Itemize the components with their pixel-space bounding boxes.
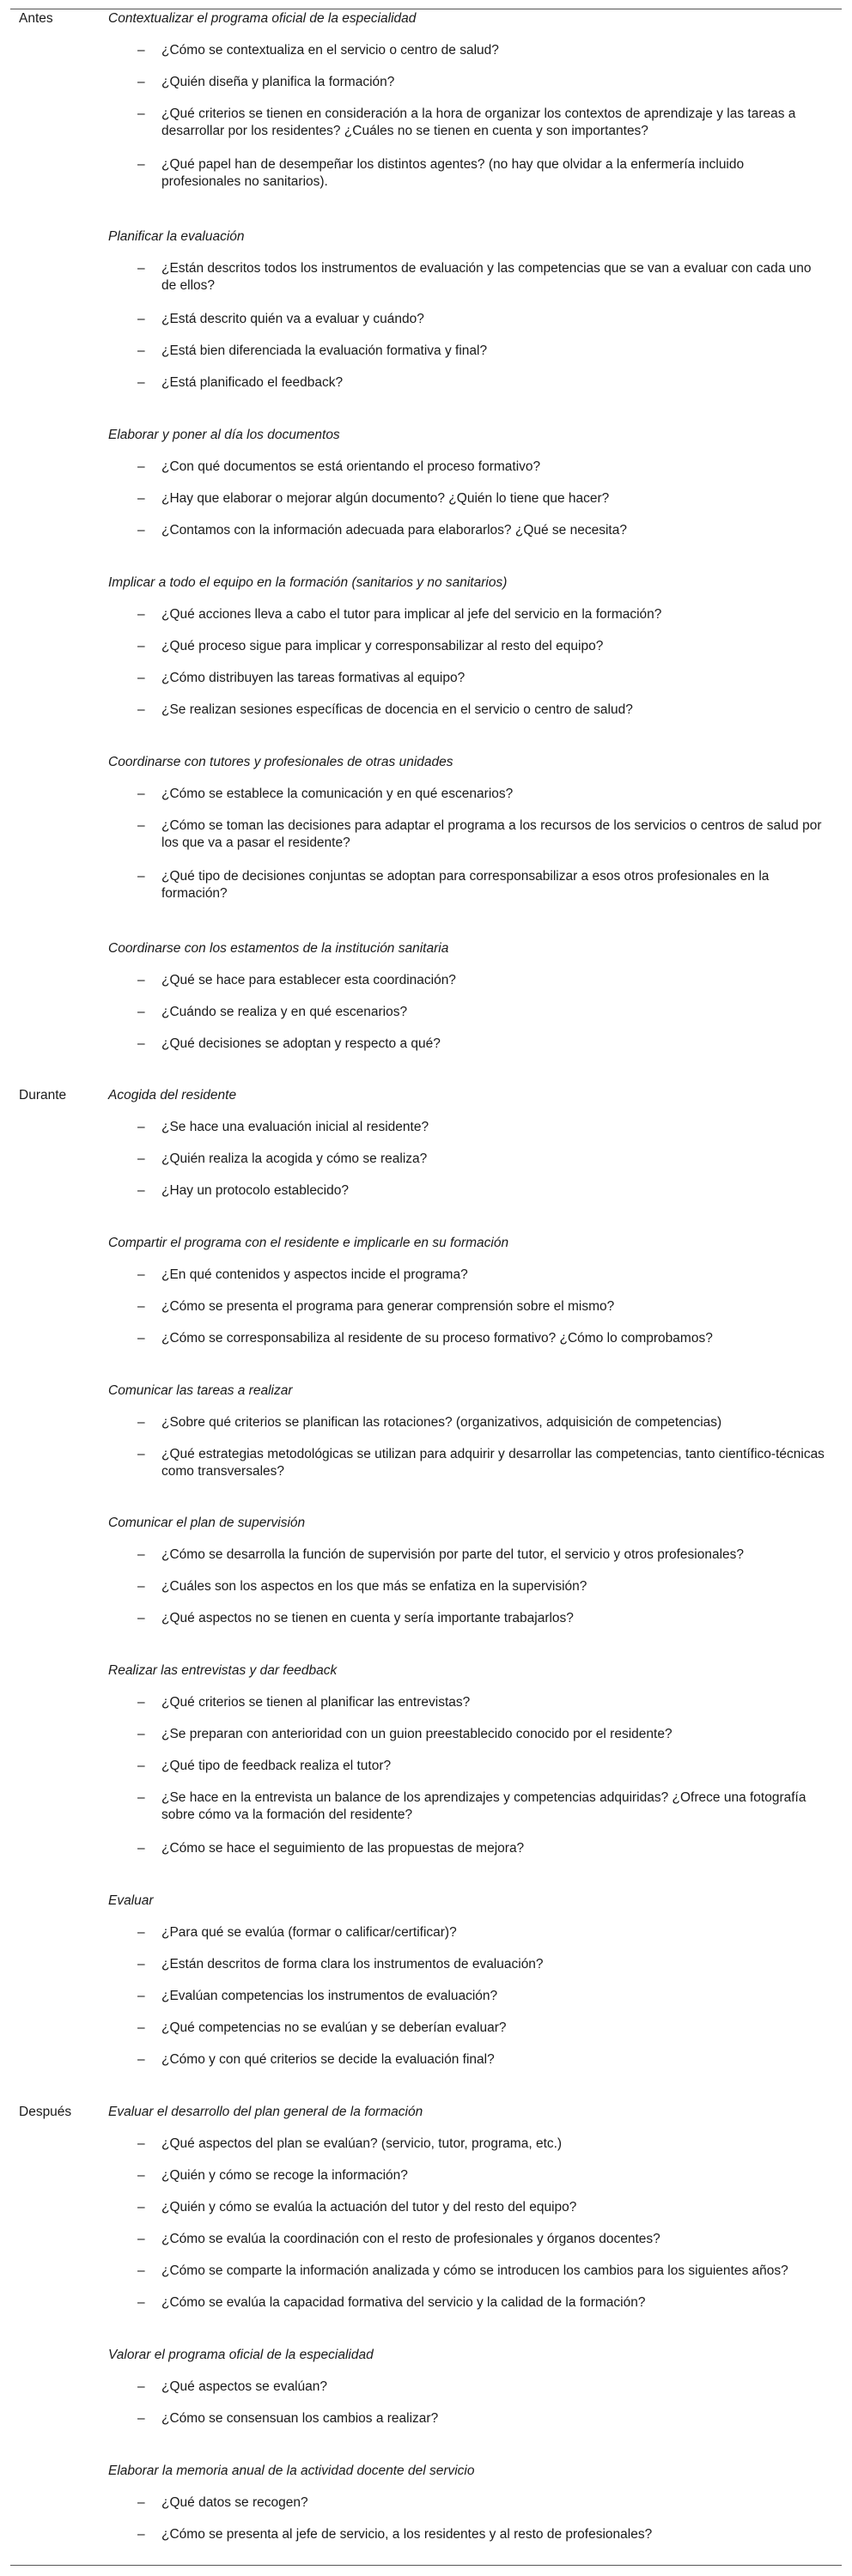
section-title: Elaborar y poner al día los documentos <box>108 428 340 442</box>
list-item: – ¿Qué acciones lleva a cabo el tutor para implicar al jefe del servicio en la formación? <box>137 607 662 622</box>
section-title: Realizar las entrevistas y dar feedback <box>108 1663 338 1678</box>
list-item: – ¿Cómo se contextualiza en el servicio o centro de salud? <box>137 43 499 58</box>
section-title: Compartir el programa con el residente e implicarle en su formación <box>108 1236 509 1250</box>
list-item: – ¿Está planificado el feedback? <box>137 375 344 390</box>
section-title: Elaborar la memoria anual de la actividad docente del servicio <box>108 2464 475 2478</box>
list-item: – ¿Cómo distribuyen las tareas formativas al equipo? <box>137 671 466 685</box>
section-title: Planificar la evaluación <box>108 229 245 244</box>
list-item: – ¿Se preparan con anterioridad con un guion preestablecido conocido por el residente? <box>137 1727 672 1741</box>
table-bottom-rule <box>10 2565 842 2566</box>
list-item: – ¿Evalúan competencias los instrumentos de evaluación? <box>137 1989 498 2003</box>
list-item: – ¿Qué se hace para establecer esta coordinación? <box>137 973 456 987</box>
list-item: – ¿Cómo se presenta al jefe de servicio, a los residentes y al resto de profesionales? <box>137 2527 653 2542</box>
list-item: – ¿Se realizan sesiones específicas de docencia en el servicio o centro de salud? <box>137 702 633 717</box>
list-item: – ¿Sobre qué criterios se planifican las rotaciones? (organizativos, adquisición de competencias) <box>137 1415 722 1430</box>
list-item: – ¿Qué criterios se tienen al planificar las entrevistas? <box>137 1695 471 1710</box>
section-title: Valorar el programa oficial de la especialidad <box>108 2348 374 2362</box>
list-item: – ¿Se hace una evaluación inicial al residente? <box>137 1120 429 1134</box>
list-item: – ¿Qué estrategias metodológicas se utilizan para adquirir y desarrollar las competencias, tanto científico-técnicas como transversales? <box>137 1447 825 1479</box>
period-label: Después <box>19 2105 72 2119</box>
section-title: Evaluar <box>108 1893 154 1908</box>
list-item: – ¿Cómo y con qué criterios se decide la evaluación final? <box>137 2052 495 2067</box>
list-item: – ¿Qué aspectos del plan se evalúan? (servicio, tutor, programa, etc.) <box>137 2136 563 2151</box>
list-item: – ¿Qué aspectos no se tienen en cuenta y sería importante trabajarlos? <box>137 1611 574 1625</box>
list-item: – ¿Quién y cómo se recoge la información? <box>137 2168 408 2183</box>
list-item: – ¿Cómo se desarrolla la función de supervisión por parte del tutor, el servicio y otros profesionales? <box>137 1547 745 1562</box>
list-item: – ¿Qué criterios se tienen en consideración a la hora de organizar los contextos de aprendizaje y las tareas a desarrollar por los residentes? ¿Cuáles no se tienen en cuenta y son importantes? <box>137 106 796 138</box>
section-title: Evaluar el desarrollo del plan general de la formación <box>108 2105 423 2119</box>
list-item: – ¿En qué contenidos y aspectos incide el programa? <box>137 1267 468 1282</box>
list-item: – ¿Quién y cómo se evalúa la actuación del tutor y del resto del equipo? <box>137 2200 577 2215</box>
section-title: Coordinarse con los estamentos de la institución sanitaria <box>108 941 449 956</box>
list-item: – ¿Con qué documentos se está orientando el proceso formativo? <box>137 459 541 474</box>
list-item: – ¿Para qué se evalúa (formar o calificar/certificar)? <box>137 1925 457 1940</box>
list-item: – ¿Quién realiza la acogida y cómo se realiza? <box>137 1151 428 1166</box>
list-item: – ¿Cómo se toman las decisiones para adaptar el programa a los recursos de los servicios o centros de salud por los que va a pasar el residente? <box>137 818 822 850</box>
period-label: Antes <box>19 11 53 26</box>
list-item: – ¿Quién diseña y planifica la formación? <box>137 75 395 89</box>
checklist-table <box>10 10 842 2563</box>
list-item: – ¿Está bien diferenciada la evaluación formativa y final? <box>137 343 488 358</box>
list-item: – ¿Están descritos todos los instrumentos de evaluación y las competencias que se van a evaluar con cada uno de ellos? <box>137 261 812 293</box>
list-item: – ¿Cómo se hace el seguimiento de las propuestas de mejora? <box>137 1841 525 1856</box>
section-title: Contextualizar el programa oficial de la especialidad <box>108 11 417 26</box>
list-item: – ¿Hay un protocolo establecido? <box>137 1183 349 1198</box>
list-item: – ¿Qué proceso sigue para implicar y corresponsabilizar al resto del equipo? <box>137 639 604 653</box>
list-item: – ¿Qué decisiones se adoptan y respecto a qué? <box>137 1036 441 1051</box>
list-item: – ¿Qué aspectos se evalúan? <box>137 2379 328 2394</box>
list-item: – ¿Cómo se establece la comunicación y en qué escenarios? <box>137 787 514 801</box>
list-item: – ¿Qué competencias no se evalúan y se deberían evaluar? <box>137 2020 507 2035</box>
section-title: Acogida del residente <box>108 1088 237 1103</box>
section-title: Implicar a todo el equipo en la formación (sanitarios y no sanitarios) <box>108 575 508 590</box>
list-item: – ¿Qué tipo de feedback realiza el tutor? <box>137 1759 392 1773</box>
list-item: – ¿Cómo se comparte la información analizada y cómo se introducen los cambios para los siguientes años? <box>137 2263 788 2278</box>
list-item: – ¿Hay que elaborar o mejorar algún documento? ¿Quién lo tiene que hacer? <box>137 491 610 506</box>
list-item: – ¿Cómo se evalúa la coordinación con el resto de profesionales y órganos docentes? <box>137 2232 660 2246</box>
section-title: Comunicar el plan de supervisión <box>108 1516 306 1530</box>
list-item: – ¿Cómo se presenta el programa para generar comprensión sobre el mismo? <box>137 1299 615 1314</box>
period-label: Durante <box>19 1088 67 1103</box>
list-item: – ¿Cuáles son los aspectos en los que más se enfatiza en la supervisión? <box>137 1579 587 1594</box>
list-item: – ¿Están descritos de forma clara los instrumentos de evaluación? <box>137 1957 544 1971</box>
section-title: Comunicar las tareas a realizar <box>108 1383 293 1398</box>
list-item: – ¿Cómo se corresponsabiliza al residente de su proceso formativo? ¿Cómo lo comprobamos? <box>137 1331 713 1346</box>
list-item: – ¿Cuándo se realiza y en qué escenarios? <box>137 1005 408 1019</box>
list-item: – ¿Cómo se consensuan los cambios a realizar? <box>137 2411 439 2426</box>
list-item: – ¿Cómo se evalúa la capacidad formativa del servicio y la calidad de la formación? <box>137 2295 646 2310</box>
list-item: – ¿Qué datos se recogen? <box>137 2495 308 2510</box>
list-item: – ¿Contamos con la información adecuada para elaborarlos? ¿Qué se necesita? <box>137 523 627 538</box>
section-title: Coordinarse con tutores y profesionales de otras unidades <box>108 755 453 769</box>
list-item: – ¿Qué papel han de desempeñar los distintos agentes? (no hay que olvidar a la enfermería incluido profesionales no sanitarios). <box>137 157 745 189</box>
list-item: – ¿Qué tipo de decisiones conjuntas se adoptan para corresponsabilizar a esos otros profesionales en la formación? <box>137 869 770 901</box>
list-item: – ¿Se hace en la entrevista un balance de los aprendizajes y competencias adquiridas? ¿Ofrece una fotografía sobre cómo va la formación del residente? <box>137 1790 806 1822</box>
list-item: – ¿Está descrito quién va a evaluar y cuándo? <box>137 312 424 326</box>
